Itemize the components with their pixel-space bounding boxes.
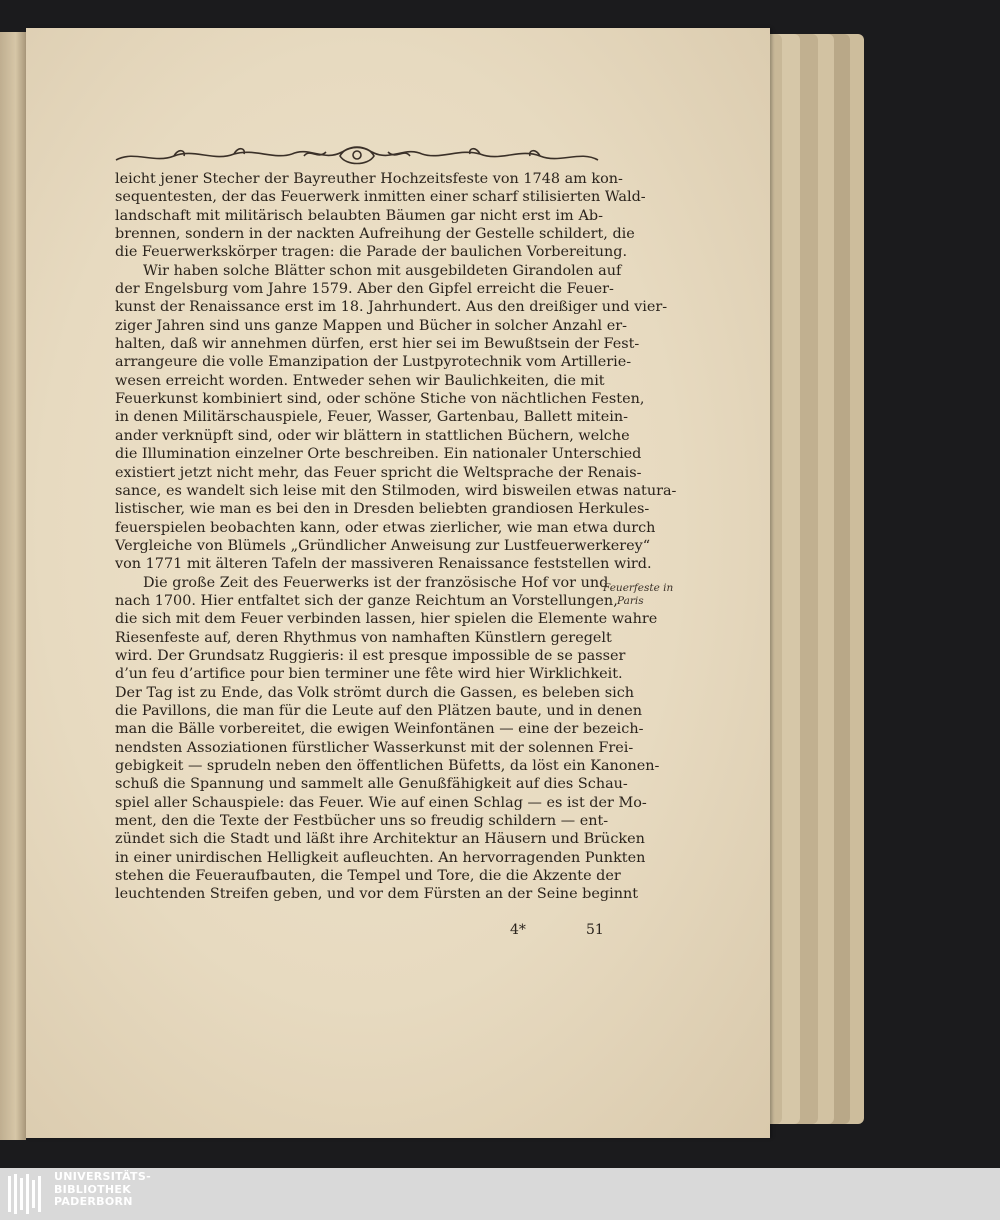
text-line: arrangeure die volle Emanzipation der Lustpyrotechnik vom Artillerie- [115,354,632,371]
text-line: in denen Militärschauspiele, Feuer, Wasser, Gartenbau, Ballett mitein- [115,409,628,426]
text-line: leicht jener Stecher der Bayreuther Hochzeitsfeste von 1748 am kon- [115,171,623,187]
library-name-line: UNIVERSITÄTS- [54,1170,151,1183]
margin-note-line: Feuerfeste in [603,582,674,594]
text-line: gebigkeit — sprudeln neben den öffentlichen Büfetts, da löst ein Kanonen- [115,758,660,774]
signature-mark: 4* [510,922,526,938]
text-line: schuß die Spannung und sammelt alle Genußfähigkeit auf dies Schau- [115,776,628,793]
text-line: landschaft mit militärisch belaubten Bäumen gar nicht erst im Ab- [115,207,603,224]
text-line: ment, den die Texte der Festbücher uns so freudig schildern — ent- [115,813,609,830]
library-name [54,1171,151,1209]
text-line: die sich mit dem Feuer verbinden lassen, hier spielen die Elemente wahre [115,611,658,628]
text-line: nach 1700. Hier entfaltet sich der ganze Reichtum an Vorstellungen, [115,592,618,609]
library-name-line: PADERBORN [54,1195,133,1208]
text-line: sequentesten, der das Feuerwerk inmitten einer scharf stilisierten Wald- [115,189,646,206]
text-line: ziger Jahren sind uns ganze Mappen und Bücher in solcher Anzahl er- [115,317,627,334]
text-line: der Engelsburg vom Jahre 1579. Aber den Gipfel erreicht die Feuer- [115,281,614,298]
text-line: halten, daß wir annehmen dürfen, erst hier sei im Bewußtsein der Fest- [115,336,640,353]
page-edges [760,34,870,1124]
text-line: feuerspielen beobachten kann, oder etwas zierlicher, wie man etwa durch [115,519,656,536]
text-line: existiert jetzt nicht mehr, das Feuer spricht die Weltsprache der Renais- [115,464,642,481]
ornament-headpiece [114,142,600,168]
text-line: stehen die Feueraufbauten, die Tempel und Tore, die die Akzente der [115,868,621,885]
text-line: kunst der Renaissance erst im 18. Jahrhundert. Aus den dreißiger und vier- [115,299,668,316]
text-line: leuchtenden Streifen geben, und vor dem Fürsten an der Seine beginnt [115,886,639,903]
text-line: d’un feu d’artifice pour bien terminer une fête wird hier Wirklichkeit. [115,666,623,683]
text-line: man die Bälle vorbereitet, die ewigen Weinfontänen — eine der bezeich- [115,721,644,738]
text-line: nendsten Assoziationen fürstlicher Wasserkunst mit der solennen Frei- [115,739,634,756]
library-name-line: BIBLIOTHEK [54,1182,132,1196]
text-line: ander verknüpft sind, oder wir blättern in stattlichen Büchern, welche [115,427,630,444]
text-line: Die große Zeit des Feuerwerks ist der französische Hof vor und [143,574,609,591]
text-line: listischer, wie man es bei den in Dresden beliebten grandiosen Herkules- [115,501,650,518]
text-line: brennen, sondern in der nackten Aufreihung der Gestelle schildert, die [115,226,635,243]
text-line: Riesenfeste auf, deren Rhythmus von namhaften Künstlern geregelt [115,629,612,646]
text-line: die Illumination einzelner Orte beschreiben. Ein nationaler Unterschied [115,446,642,463]
text-line: in einer unirdischen Helligkeit aufleuchten. An hervorragenden Punkten [115,849,646,866]
text-line: die Pavillons, die man für die Leute auf den Plätzen baute, und in denen [115,702,643,719]
text-line: spiel aller Schauspiele: das Feuer. Wie auf einen Schlag — es ist der Mo- [115,794,647,811]
margin-note-line: Paris [617,595,644,607]
text-line: wesen erreicht worden. Entweder sehen wir Baulichkeiten, die mit [115,372,605,389]
left-page-edge [0,32,26,1140]
margin-note [603,582,675,608]
page-number: 51 [586,922,604,938]
library-logo-icon [6,1172,46,1216]
text-line: sance, es wandelt sich leise mit den Stilmoden, wird bisweilen etwas natura- [115,482,677,499]
text-line: Wir haben solche Blätter schon mit ausgebildeten Girandolen auf [143,262,622,279]
text-line: Der Tag ist zu Ende, das Volk strömt durch die Gassen, es beleben sich [115,684,635,701]
text-line: die Feuerwerkskörper tragen: die Parade der baulichen Vorbereitung. [115,244,628,261]
text-line: zündet sich die Stadt und läßt ihre Architektur an Häusern und Brücken [115,831,645,848]
text-line: Vergleiche von Blümels „Gründlicher Anweisung zur Lustfeuerwerkerey“ [115,537,651,554]
text-line: von 1771 mit älteren Tafeln der massiveren Renaissance feststellen wird. [115,556,652,573]
text-line: wird. Der Grundsatz Ruggieris: il est presque impossible de se passer [115,647,626,664]
text-line: Feuerkunst kombiniert sind, oder schöne Stiche von nächtlichen Festen, [115,391,645,408]
